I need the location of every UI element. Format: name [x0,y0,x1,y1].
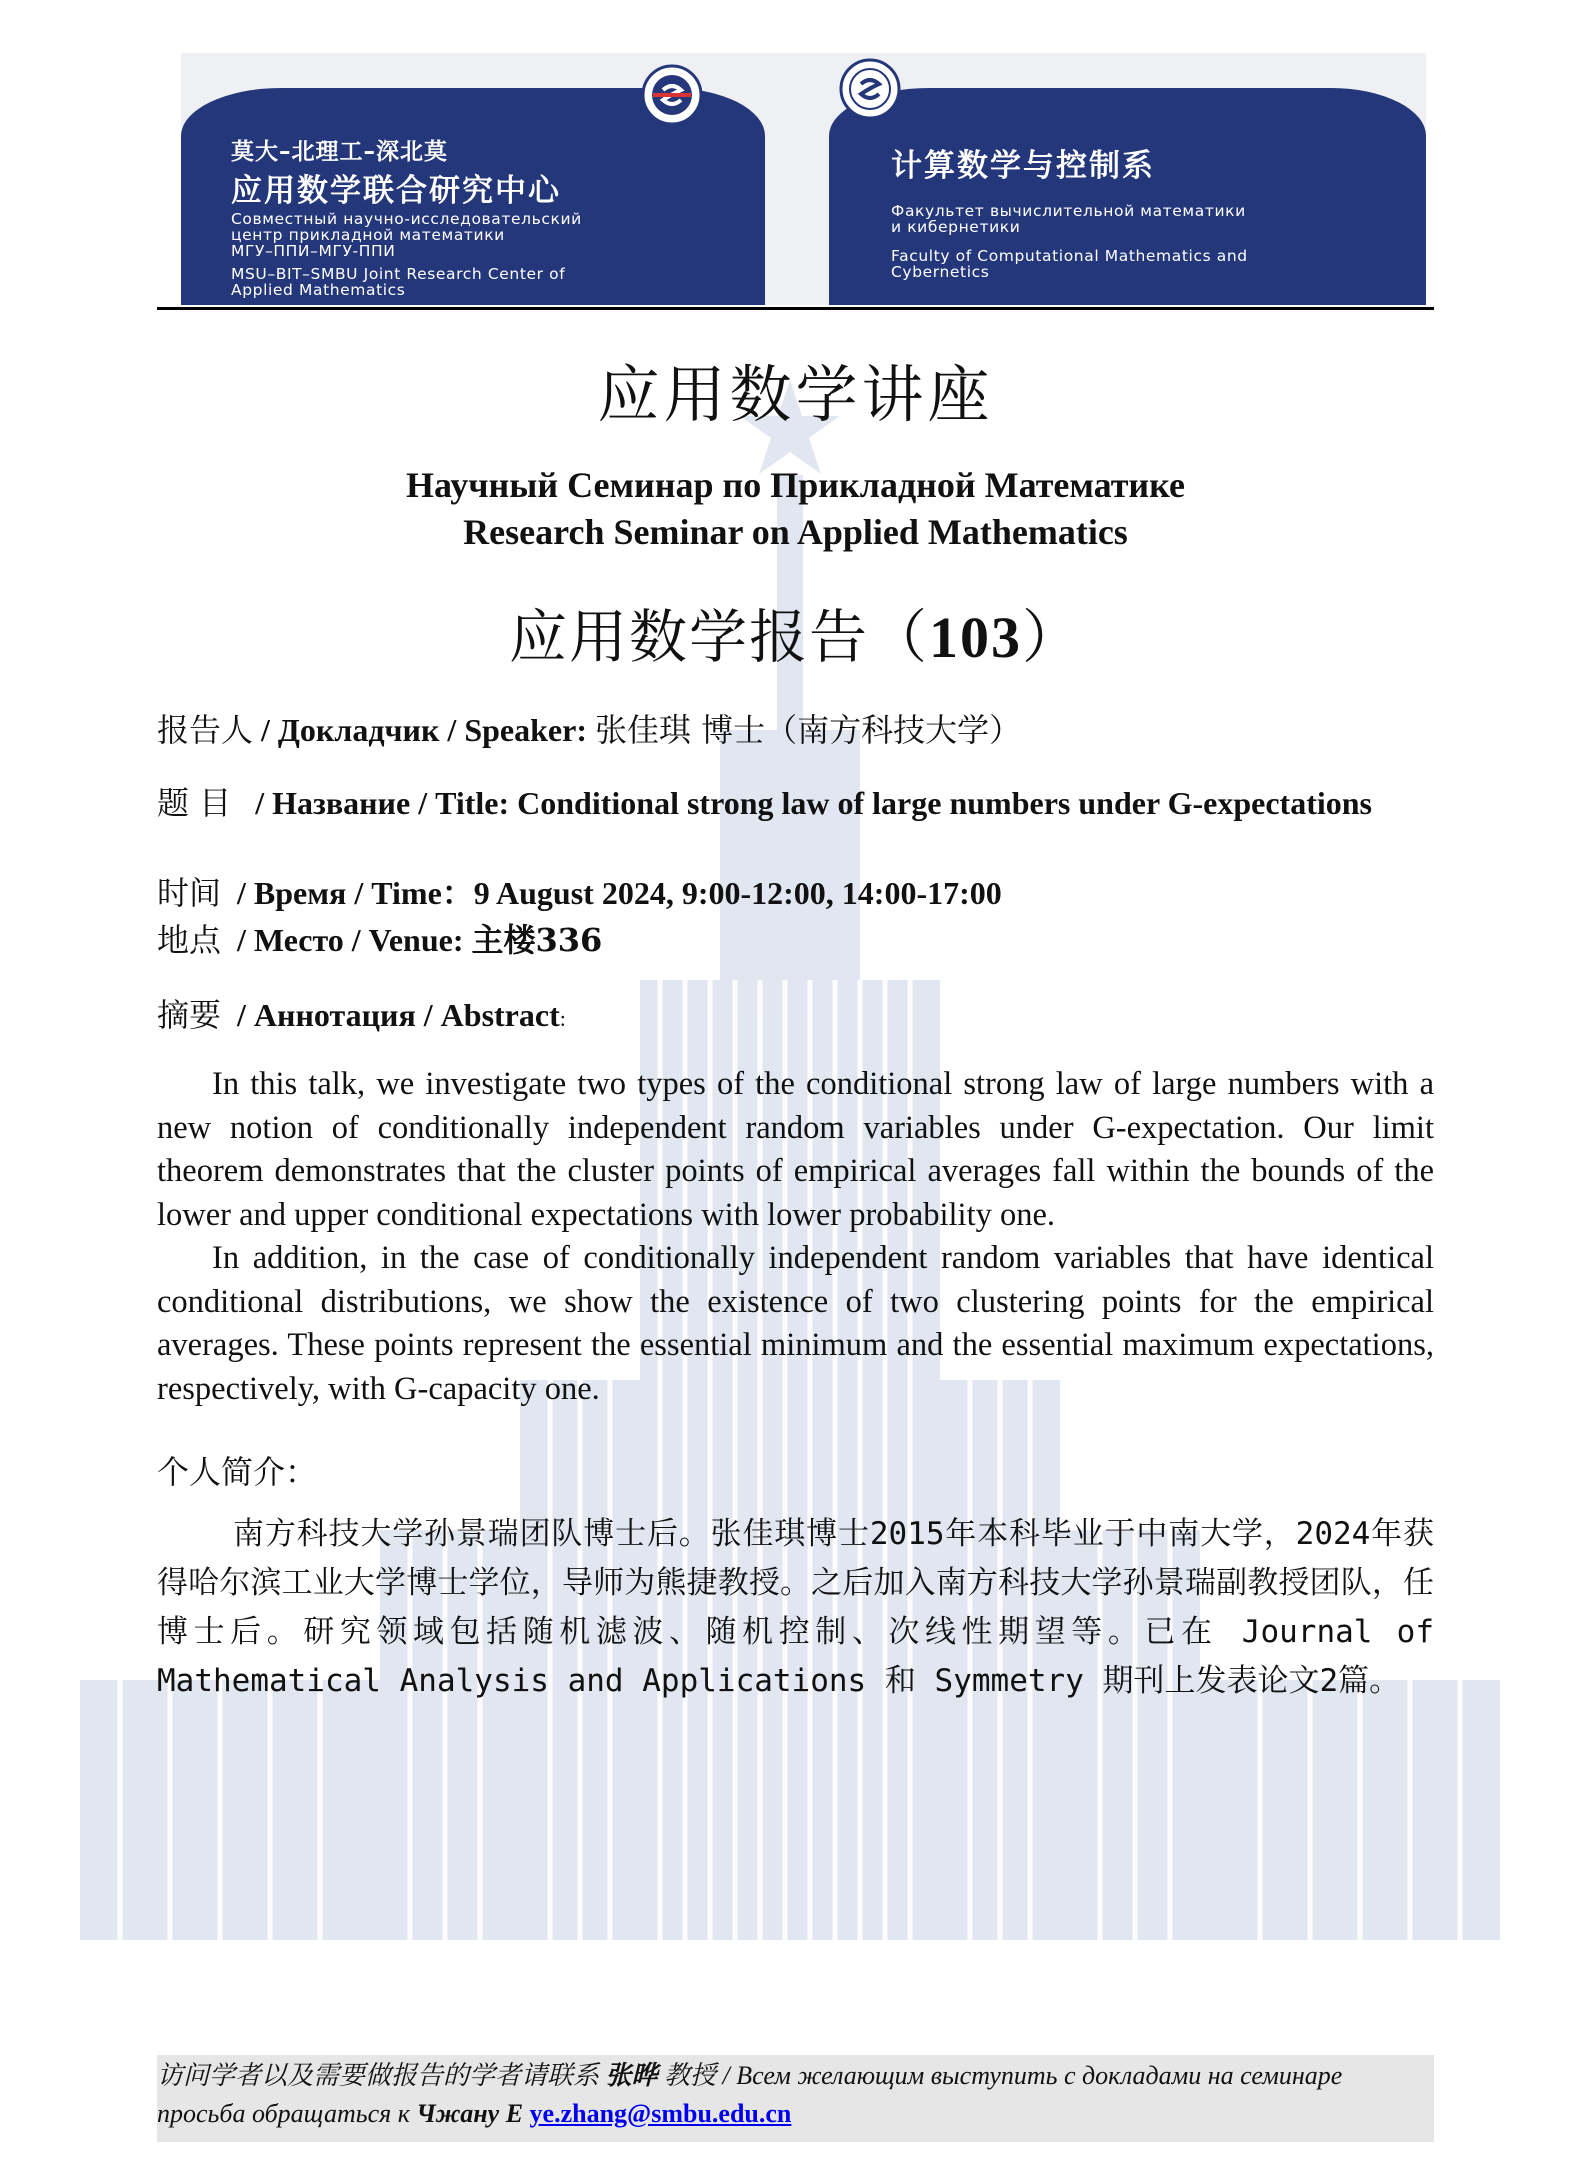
abstract-label-cn: 摘要 [157,996,222,1034]
bio-heading: 个人简介： [157,1453,318,1491]
center-name-en [231,266,565,298]
venue-value: 主楼336 [471,921,603,959]
speaker-row [157,705,1434,751]
venue-label: / Место / Venue: [237,922,464,958]
abstract-colon: : [559,1006,566,1031]
center-panel [181,88,765,305]
title-label: / Название / Title: [255,785,510,821]
speaker-label: / Докладчик / Speaker: [253,712,587,748]
center-ru-line: МГУ–ППИ–МГУ-ППИ [231,242,396,260]
talk-title-row [157,780,1434,826]
faculty-en-line: Faculty of Computational Mathematics and [891,247,1248,265]
contact-footer [157,2055,1434,2142]
venue-row [157,915,1434,961]
msu-bit-logo [641,64,703,126]
footer-cn-text: 访问学者以及需要做报告的学者请联系 [157,2061,600,2090]
report-title-suffix: ） [1022,603,1083,671]
talk-title-value: Conditional strong law of large numbers under G-expectations [517,785,1372,821]
center-name-ru [231,211,582,259]
abstract-label: / Аннотация / Abstract [237,997,560,1033]
abstract-body [157,1063,1434,1411]
seminar-title-en: Research Seminar on Applied Mathematics [463,512,1128,552]
faculty-ru-line: и кибернетики [891,218,1021,236]
center-ru-line: центр прикладной математики [231,226,505,244]
faculty-panel [829,88,1426,305]
abstract-label-row [157,990,1434,1036]
seminar-title-ru: Научный Семинар по Прикладной Математике [406,465,1185,505]
footer-ru-text: / Всем желающим выступить с докладами на семинаре просьба обращаться к [157,2061,1343,2128]
footer-contact-role: 教授 [664,2061,717,2090]
time-label: / Время / Time： [237,875,474,911]
abstract-paragraph: In addition, in the case of conditionally independent random variables that have identical conditional distributions, we show the existence of two clustering points for the empirical averages. These points represent the essential minimum and the essential maximum expectations, respectively, with G-capacity one. [157,1240,1434,1407]
time-label-cn: 时间 [157,874,222,912]
time-value: 9 August 2024, 9:00-12:00, 14:00-17:00 [473,875,1002,911]
main-title: 应用数学讲座 [597,358,994,431]
faculty-name-ru [891,203,1246,235]
header-banner [181,53,1426,305]
faculty-name-en [891,248,1248,280]
speaker-label-cn: 报告人 [157,711,254,749]
footer-contact-ru: Чжану Е [416,2099,524,2128]
contact-email-link[interactable]: ye.zhang@smbu.edu.cn [529,2099,792,2128]
report-number: 103 [929,605,1022,670]
report-title [157,590,1434,674]
header-divider [157,307,1434,310]
faculty-logo [839,58,901,120]
time-row [157,868,1434,914]
center-en-line: MSU–BIT–SMBU Joint Research Center of [231,265,566,283]
center-name-line2: 应用数学联合研究中心 [231,173,561,209]
center-ru-line: Совместный научно-исследовательский [231,210,582,228]
faculty-name-cn: 计算数学与控制系 [891,148,1155,184]
center-en-line: Applied Mathematics [231,281,406,299]
footer-contact-cn: 张晔 [605,2061,658,2090]
faculty-ru-line: Факультет вычислительной математики [891,202,1246,220]
faculty-en-line: Cybernetics [891,263,990,281]
speaker-value: 张佳琪 博士（南方科技大学） [594,711,1022,749]
abstract-paragraph: In this talk, we investigate two types of the conditional strong law of large numbers with a new notion of conditionally independent random variables under G-expectation. Our limit theorem demonstrates that the cluster points of empirical averages fall within the bounds of the lower and upper conditional expectations with lower probability one. [157,1066,1434,1233]
center-name-line1: 莫大–北理工–深北莫 [231,139,448,165]
report-title-prefix: 应用数学报告（ [508,603,929,671]
title-label-cn: 题 目 [157,784,232,822]
venue-label-cn: 地点 [157,921,222,959]
bio-body: 南方科技大学孙景瑞团队博士后。张佳琪博士2015年本科毕业于中南大学，2024年获得哈尔滨工业大学博士学位，导师为熊捷教授。之后加入南方科技大学孙景瑞副教授团队，任博士后。研究领域包括随机滤波、随机控制、次线性期望等。已在 Journal of Mathematical Analysis and Applications 和 Symmetry 期刊上发表论文2篇。 [157,1516,1434,1699]
